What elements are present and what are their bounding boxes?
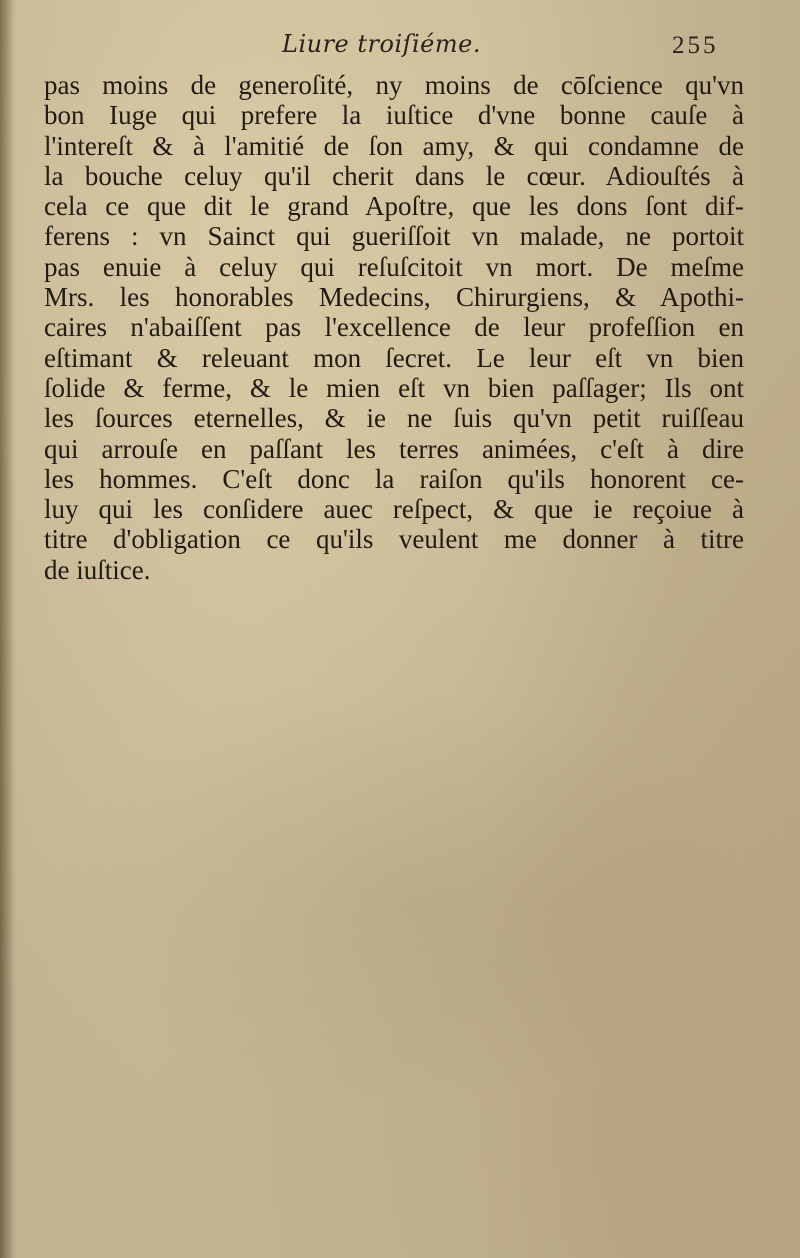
text-line: titre d'obligation ce qu'ils veulent me donner à titre [44, 524, 744, 555]
page-header [0, 24, 800, 64]
text-line: pas moins de generoſité, ny moins de cōſcience qu'vn [44, 70, 744, 100]
text-line: qui arrouſe en paſſant les terres animées, c'eſt à dire [44, 433, 744, 464]
show-through-stain [40, 690, 760, 1110]
text-line: les hommes. C'eſt donc la raiſon qu'ils honorent ce- [44, 463, 744, 494]
text-line: ferens : vn Sainct qui gueriſſoit vn malade, ne portoit [44, 221, 744, 252]
page-number: 255 [672, 32, 719, 59]
text-line: Mrs. les honorables Medecins, Chirurgiens, & Apothi- [44, 282, 744, 313]
text-line: l'intereſt & à l'amitié de ſon amy, & qui condamne de [44, 130, 744, 161]
text-line: la bouche celuy qu'il cherit dans le cœur. Adiouſtés à [44, 160, 744, 191]
text-line: bon Iuge qui prefere la iuſtice d'vne bonne cauſe à [44, 100, 744, 131]
text-line: pas enuie à celuy qui reſuſcitoit vn mort. De meſme [44, 251, 744, 282]
text-line: ſolide & ferme, & le mien eſt vn bien paſſager; Ils ont [44, 372, 744, 403]
text-line: luy qui les conſidere auec reſpect, & que ie reçoiue à [44, 494, 744, 525]
text-line: de iuſtice. [44, 554, 151, 585]
spine-shadow [0, 0, 14, 1258]
running-title: Liure troiſiéme. [282, 30, 481, 58]
body-paragraph [44, 70, 744, 585]
text-line: les ſources eternelles, & ie ne ſuis qu'vn petit ruiſſeau [44, 403, 744, 434]
text-line: caires n'abaiſſent pas l'excellence de leur profeſſion en [44, 312, 744, 343]
text-line: cela ce que dit le grand Apoſtre, que les dons ſont dif- [44, 191, 744, 222]
text-line: eſtimant & releuant mon ſecret. Le leur eſt vn bien [44, 342, 744, 373]
